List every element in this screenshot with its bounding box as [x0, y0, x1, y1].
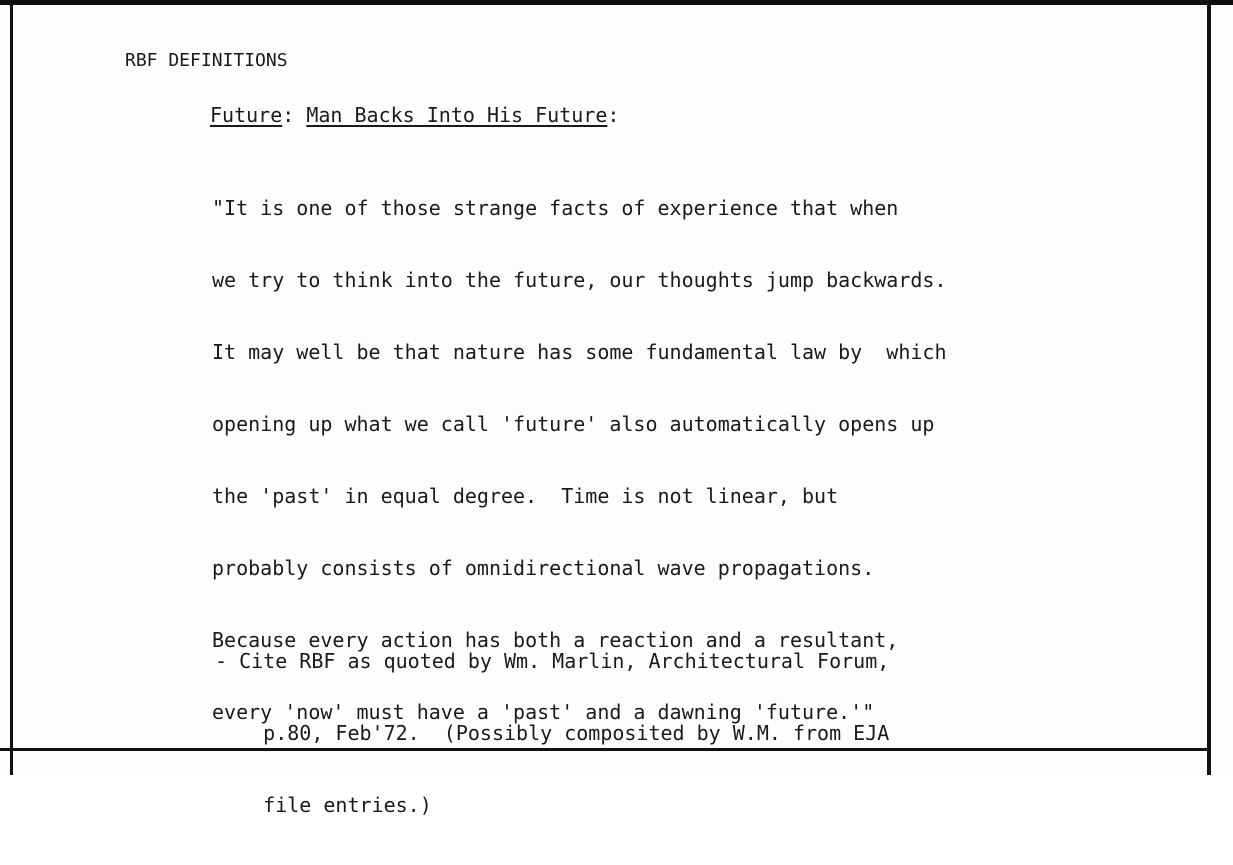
- quote-line: every 'now' must have a 'past' and a dawning 'future.'": [212, 700, 875, 724]
- frame-border-right: [1207, 0, 1211, 775]
- citation-line: file entries.): [215, 793, 432, 817]
- frame-border-left: [10, 0, 13, 775]
- quote-line: probably consists of omnidirectional wave propagations.: [212, 556, 875, 580]
- citation-line: p.80, Feb'72. (Possibly composited by W.M. from EJA: [215, 721, 890, 745]
- heading-end: :: [607, 103, 620, 127]
- quote-line: we try to think into the future, our thoughts jump backwards.: [212, 268, 947, 292]
- quote-line: It may well be that nature has some fundamental law by which: [212, 340, 947, 364]
- heading-subtitle: Man Backs Into His Future: [306, 103, 608, 127]
- frame-border-top: [0, 0, 1233, 5]
- quote-line: opening up what we call 'future' also automatically opens up: [212, 412, 935, 436]
- heading-separator: :: [282, 103, 307, 127]
- heading-term: Future: [210, 103, 283, 127]
- quote-line: "It is one of those strange facts of experience that when: [212, 196, 899, 220]
- quote-line: Because every action has both a reaction and a resultant,: [212, 628, 899, 652]
- document-header: RBF DEFINITIONS: [125, 50, 288, 71]
- citation-block: [215, 601, 1115, 865]
- citation-line: - Cite RBF as quoted by Wm. Marlin, Architectural Forum,: [215, 649, 890, 673]
- definition-heading: [210, 103, 619, 127]
- quote-line: the 'past' in equal degree. Time is not linear, but: [212, 484, 839, 508]
